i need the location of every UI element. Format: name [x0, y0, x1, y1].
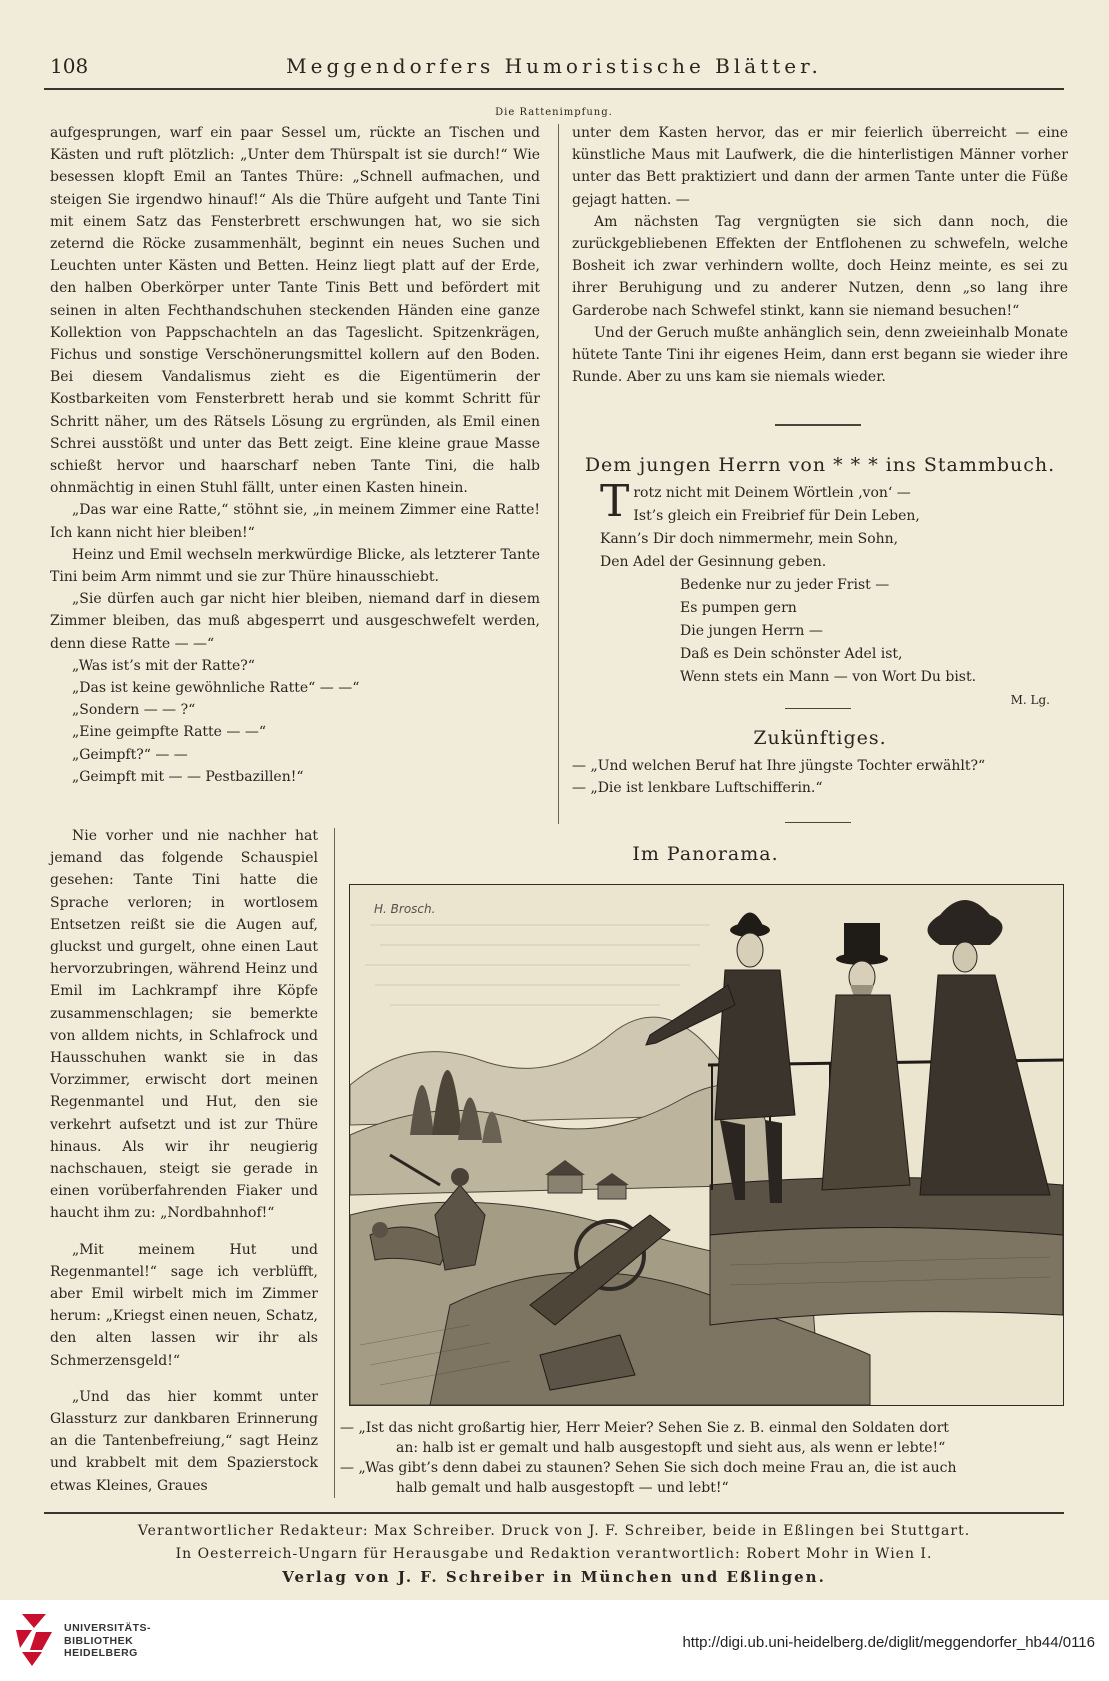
right-column	[572, 122, 1068, 388]
dialog-line: — „Und welchen Beruf hat Ihre jüngste Tochter erwählt?“	[572, 758, 986, 774]
paragraph: Heinz und Emil wechseln merkwürdige Blicke, als letzterer Tante Tini beim Arm nimmt und sie zur Thüre hinausschiebt.	[50, 546, 540, 586]
paragraph: „Sie dürfen auch gar nicht hier bleiben, niemand darf in diesem Zimmer bleiben, das muß abgesperrt und ausgeschwefelt werden, denn diese Ratte — —“	[50, 591, 540, 652]
paragraph: unter dem Kasten hervor, das er mir feierlich überreicht — eine künstliche Maus mit Laufwerk, die die hinterlistigen Männer vorher unter das Bett praktiziert und dann der armen Tante unter die Füße gejagt hatten. —	[572, 125, 1068, 208]
column-divider	[334, 828, 335, 1498]
header-rule	[44, 88, 1064, 90]
university-logo-icon	[12, 1608, 58, 1668]
library-name	[64, 1622, 151, 1660]
column-divider	[558, 124, 559, 824]
illustration-drawing	[350, 885, 1063, 1405]
imprint-publisher: Verlag von J. F. Schreiber in München und Eßlingen.	[282, 1568, 826, 1586]
paragraph: aufgesprungen, warf ein paar Sessel um, rückte an Tischen und Kästen und ruft plötzlich: „Unter dem Thürspalt ist sie durch!“ Wie besessen klopft Emil an Tantes Thüre: „Schnell aufmachen, und steigen Sie irgendwo hinauf!“ Als die Thüre aufgeht und Tante Tini mit einem Satz das Fensterbrett erschwungen hat, wo sie sich zeternd die Röcke zusammenhält, beginnt ein neues Suchen und Leuchten unter Kästen und Betten. Heinz liegt platt auf der Erde, den halben Oberkörper unter Tante Tinis Bett und befördert mit seinen in alten Fechthandschuhen steckenden Händen eine ganze Kollektion von Pappschachteln an das Tageslicht. Spitzenkrägen, Fichus und sonstige Verschönerungsmittel kollern auf den Boden. Bei diesem Vandalismus zieht es die Eigentümerin der Kostbarkeiten vom Fensterbrett herab und sie kommt Schritt für Schritt näher, um des Rätsels Lösung zu ergründen, als Emil einen Schrei ausstößt und unter das Bett zeigt. Eine kleine graue Masse schießt hervor und haarscharf neben Tante Tini, die halb ohnmächtig in einen Stuhl fällt, unter einen Kasten hinein.	[50, 125, 540, 497]
imprint-austria: In Oesterreich-Ungarn für Herausgabe und Redaktion verantwortlich: Robert Mohr in Wien I.	[175, 1546, 933, 1562]
dialog-line: „Sondern — — ?“	[72, 702, 196, 719]
poem-line: Den Adel der Gesinnung geben.	[600, 554, 827, 570]
poem-line: Bedenke nur zu jeder Frist —	[680, 577, 890, 593]
caption-line: an: halb ist er gemalt und halb ausgestopft und sieht aus, als wenn er lebte!“	[396, 1440, 946, 1456]
zukuenftiges-title: Zukünftiges.	[753, 727, 887, 749]
panorama-caption	[340, 1418, 1065, 1498]
caption-line: halb gemalt und halb ausgestopft — und lebt!“	[396, 1480, 729, 1496]
poem-title: Dem jungen Herrn von * * * ins Stammbuch.	[584, 454, 1056, 476]
poem-line: Ist’s gleich ein Freibrief für Dein Leben,	[633, 508, 920, 524]
panorama-illustration	[349, 884, 1064, 1406]
poem-line: Es pumpen gern	[680, 600, 797, 616]
library-name-line: UNIVERSITÄTS-	[64, 1622, 152, 1634]
dialog-line: — „Die ist lenkbare Luftschifferin.“	[572, 780, 823, 796]
paragraph: Nie vorher und nie nachher hat jemand das folgende Schauspiel gesehen: Tante Tini hatte die Sprache verloren; in wortlosem Entsetzen reißt sie die Augen auf, gluckst und gurgelt, ohne einen Laut hervorzubringen, während Heinz und Emil im Lachkrampf ihre Köpfe zusammenschlagen; sie bemerkte von alldem nichts, in Schlafrock und Hausschuhen wankt sie in das Vorzimmer, erwischt dort meinen Regenmantel und Hut, den sie verkehrt aufsetzt und ist zur Thüre hinaus. Als wir ihr neugierig nachschauen, steigt sie gerade in einen vorüberfahrenden Fiaker und haucht ihm zu: „Nordbahnhof!“	[50, 828, 318, 1222]
zukuenftiges-dialog	[572, 755, 1068, 799]
poem-line: Die jungen Herrn —	[680, 623, 823, 639]
paragraph: „Und das hier kommt unter Glassturz zur dankbaren Erinnerung an die Tantenbefreiung,“ sagt Heinz und krabbelt mit dem Spazierstock etwas Kleines, Graues	[50, 1388, 318, 1494]
viewer-footer-bar	[0, 1600, 1109, 1681]
paragraph: „Mit meinem Hut und Regenmantel!“ sage ich verblüfft, aber Emil wirbelt mich im Zimmer herum: „Kriegst einen neuen, Schatz, den alten lassen wir ihr als Schmerzensgeld!“	[50, 1241, 318, 1369]
paragraph: „Das war eine Ratte,“ stöhnt sie, „in meinem Zimmer eine Ratte! Ich kann nicht hier bleiben!“	[50, 502, 540, 541]
dialog-line: „Eine geimpfte Ratte — —“	[72, 724, 267, 741]
section-separator	[775, 424, 861, 426]
dialog-line: „Das ist keine gewöhnliche Ratte“ — —“	[72, 680, 360, 697]
panorama-title: Im Panorama.	[632, 843, 779, 865]
dialog-line: „Was ist’s mit der Ratte?“	[72, 657, 255, 674]
poem-line: Wenn stets ein Mann — von Wort Du bist.	[680, 669, 977, 685]
caption-line: — „Ist das nicht großartig hier, Herr Meier? Sehen Sie z. B. einmal den Soldaten dort	[340, 1420, 949, 1436]
section-separator	[785, 822, 851, 823]
poem-line: Kann’s Dir doch nimmermehr, mein Sohn,	[600, 531, 899, 547]
poem-line: rotz nicht mit Deinem Wörtlein ‚von‘ —	[633, 485, 911, 501]
caption-line: — „Was gibt’s denn dabei zu staunen? Sehen Sie sich doch meine Frau an, die ist auch	[340, 1460, 957, 1476]
artist-signature: H. Brosch.	[374, 902, 436, 916]
dialog-line: „Geimpft mit — — Pestbazillen!“	[72, 768, 304, 785]
page-header	[44, 52, 1064, 80]
imprint-editor: Verantwortlicher Redakteur: Max Schreiber. Druck von J. F. Schreiber, beide in Eßlingen bei Stuttgart.	[137, 1523, 971, 1539]
library-name-line: HEIDELBERG	[64, 1647, 138, 1659]
running-title: Meggendorfers Humoristische Blätter.	[286, 54, 822, 78]
paragraph: Am nächsten Tag vergnügten sie sich dann noch, die zurückgebliebenen Effekten der Entflohenen zu schwefeln, welche Bosheit ich zwar verhindern wollte, doch Heinz meinte, es sei zu ihrer Beruhigung und zu anderer Nutzen, denn „so lang ihre Garderobe nach Schwefel stinkt, kann sie niemand besuchen!“	[572, 213, 1068, 319]
dialog-line: „Geimpft?“ — —	[72, 746, 188, 763]
library-name-line: BIBLIOTHEK	[64, 1634, 134, 1647]
poem-signature: M. Lg.	[1010, 693, 1050, 707]
page-number: 108	[50, 54, 89, 78]
source-url-link[interactable]: http://digi.ub.uni-heidelberg.de/diglit/meggendorfer_hb44/0116	[682, 1634, 1095, 1651]
paragraph: Und der Geruch mußte anhänglich sein, denn zweieinhalb Monate hütete Tante Tini ihr eigenes Heim, dann erst begann sie wieder ihre Runde. Aber zu uns kam sie niemals wieder.	[572, 324, 1068, 386]
imprint-rule	[44, 1512, 1064, 1514]
drop-cap: T	[600, 476, 630, 527]
section-separator	[785, 708, 851, 709]
story-title: Die Rattenimpfung.	[495, 107, 613, 118]
left-column	[50, 122, 540, 788]
poem	[600, 476, 1050, 712]
poem-line: Daß es Dein schönster Adel ist,	[680, 646, 903, 662]
left-narrow-column	[50, 825, 318, 1497]
